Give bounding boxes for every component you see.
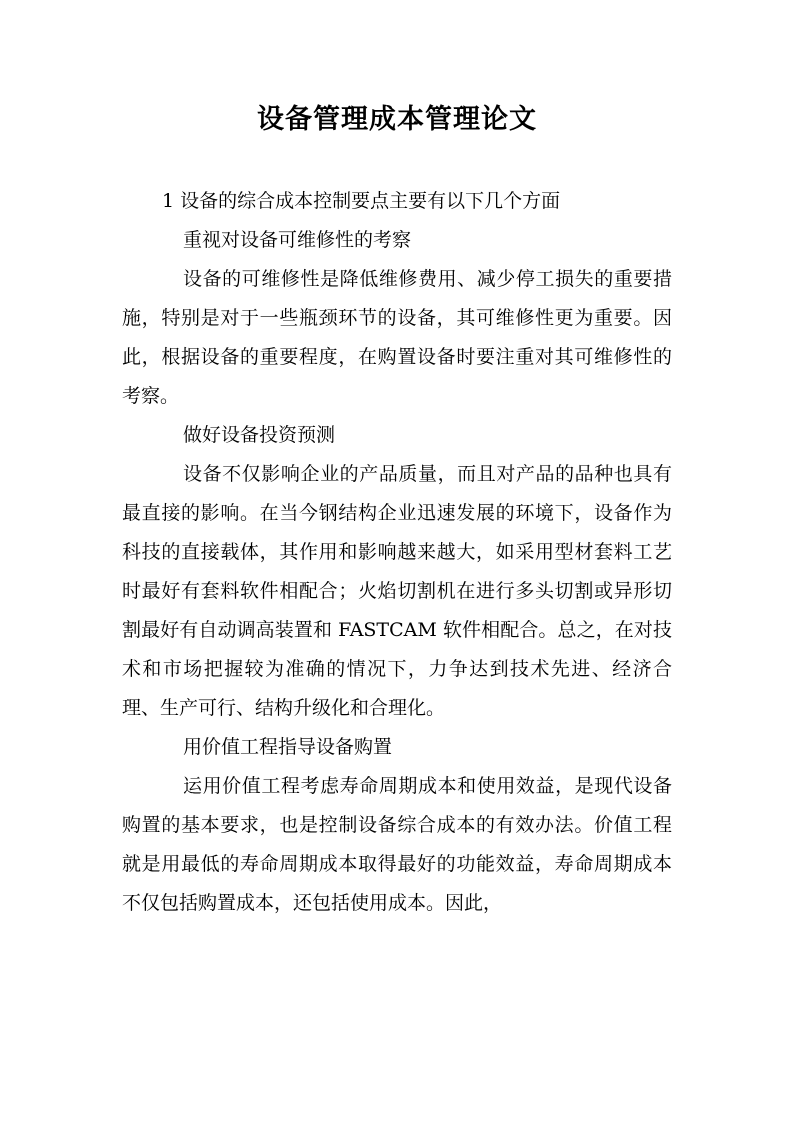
section-heading: 1 设备的综合成本控制要点主要有以下几个方面 xyxy=(162,190,561,212)
subheading-investment-forecast: 做好设备投资预测 xyxy=(183,424,336,446)
document-body xyxy=(122,182,672,923)
subheading-maintainability: 重视对设备可维修性的考察 xyxy=(183,229,412,251)
paragraph-investment-forecast: 设备不仅影响企业的产品质量，而且对产品的品种也具有最直接的影响。在当今钢结构企业迅速发展的环境下，设备作为科技的直接载体，其作用和影响越来越大，如采用型材套料工艺时最好有套料软件相配合；火焰切割机在进行多头切割或异形切割最好有自动调高装置和 FASTCAM 软件相配合。总之，在对技术和市场把握较为准确的情况下，力争达到技术先进、经济合理、生产可行、结构升级化和合理化。 xyxy=(122,463,672,719)
subheading-value-engineering: 用价值工程指导设备购置 xyxy=(183,736,393,758)
paragraph-maintainability: 设备的可维修性是降低维修费用、减少停工损失的重要措施，特别是对于一些瓶颈环节的设备，其可维修性更为重要。因此，根据设备的重要程度，在购置设备时要注重对其可维修性的考察。 xyxy=(122,268,672,407)
paragraph-value-engineering: 运用价值工程考虑寿命周期成本和使用效益，是现代设备购置的基本要求，也是控制设备综合成本的有效办法。价值工程就是用最低的寿命周期成本取得最好的功能效益，寿命周期成本不仅包括购置成本，还包括使用成本。因此， xyxy=(122,775,672,914)
document-title: 设备管理成本管理论文 xyxy=(257,104,537,135)
